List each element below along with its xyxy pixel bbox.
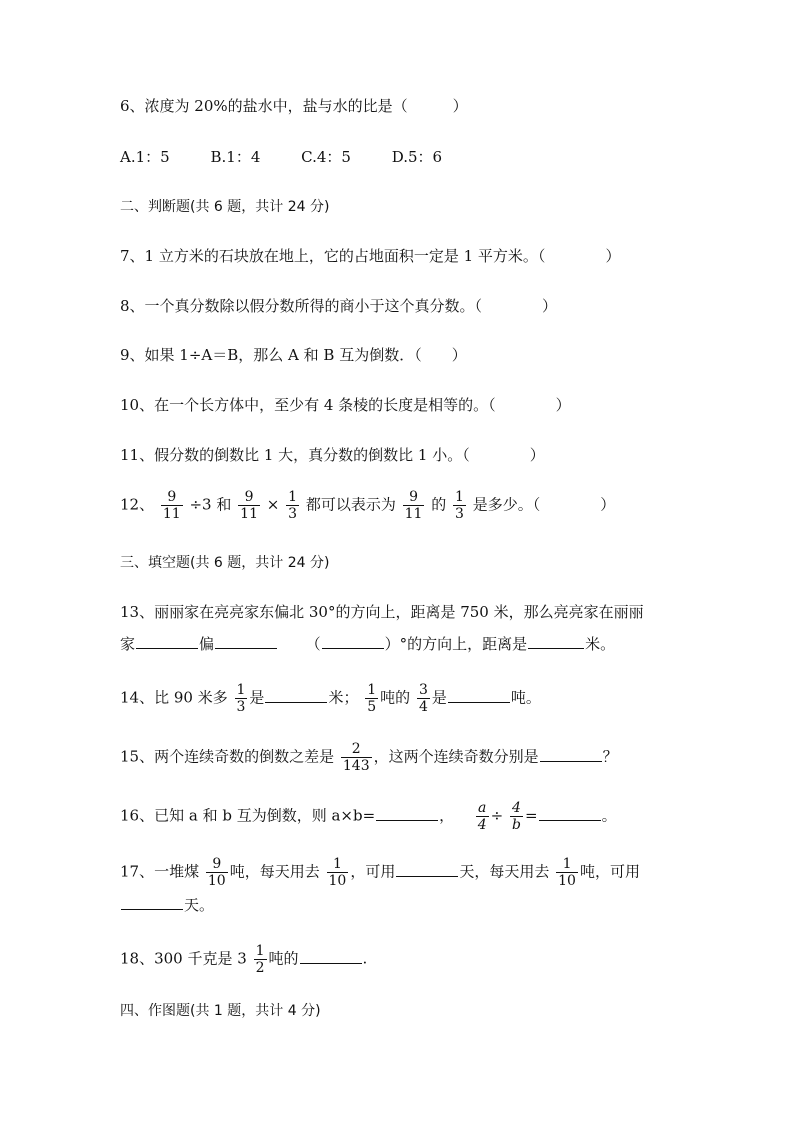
section-heading-judgment: 二、判断题(共 6 题，共计 24 分) — [120, 199, 330, 215]
choice-a: A.1：5 — [120, 148, 170, 166]
text: ÷ — [490, 806, 504, 825]
text: 是 — [249, 688, 265, 707]
text: ÷3 和 — [189, 495, 232, 514]
text: 都可以表示为 — [305, 495, 396, 514]
section-heading-fill-in: 三、填空题(共 6 题，共计 24 分) — [120, 555, 330, 571]
fraction: $\frac{1}{3}$ — [236, 682, 246, 715]
answer-blank[interactable] — [396, 862, 458, 877]
answer-blank[interactable] — [540, 747, 602, 762]
fraction: $\frac{9}{11}$ — [162, 489, 181, 522]
question-18 — [120, 944, 367, 975]
text: ，这两个连续奇数分别是 — [373, 747, 539, 766]
text: 是多少。（ ） — [472, 495, 616, 514]
text: ，可用 — [350, 862, 396, 881]
question-6-choices — [120, 147, 478, 167]
choice-b: B.1：4 — [210, 148, 261, 166]
question-15 — [120, 742, 618, 773]
question-17-line-2 — [120, 895, 214, 915]
answer-blank[interactable] — [300, 949, 362, 964]
answer-blank[interactable] — [322, 634, 384, 649]
text: ）°的方向上，距离是 — [384, 635, 528, 653]
fraction: $\frac{3}{4}$ — [418, 682, 428, 715]
text: 15、两个连续奇数的倒数之差是 — [120, 747, 335, 766]
question-7: 7、1 立方米的石块放在地上，它的占地面积一定是 1 平方米。（ ） — [120, 247, 621, 265]
text: = — [524, 806, 538, 825]
text: 天，每天用去 — [459, 862, 550, 881]
question-13-line-1: 13、丽丽家在亮亮家东偏北 30°的方向上，距离是 750 米，那么亮亮家在丽丽 — [120, 603, 644, 621]
fraction: $\frac{1}{5}$ — [367, 682, 377, 715]
text: 14、比 90 米多 — [120, 688, 228, 707]
fraction: $\frac{a}{4}$ — [477, 800, 487, 833]
fraction: $\frac{1}{2}$ — [255, 943, 265, 976]
answer-blank[interactable] — [528, 634, 584, 649]
text: 天。 — [184, 896, 215, 914]
text: （ — [305, 635, 321, 653]
text: ？ — [602, 747, 618, 766]
fraction: $\frac{1}{3}$ — [288, 489, 298, 522]
text: 吨，每天用去 — [229, 862, 320, 881]
section-heading-drawing: 四、作图题(共 1 题，共计 4 分) — [120, 1003, 321, 1019]
choice-c: C.4：5 — [301, 148, 351, 166]
text: 家 — [120, 635, 136, 653]
text: 18、300 千克是 3 — [120, 949, 247, 968]
answer-blank[interactable] — [376, 806, 438, 821]
fraction: $\frac{1}{3}$ — [455, 489, 464, 522]
question-6: 6、浓度为 20%的盐水中，盐与水的比是（ ） — [120, 97, 468, 115]
text: 是 — [431, 688, 447, 707]
fraction: $\frac{4}{b}$ — [512, 800, 521, 833]
answer-blank[interactable] — [215, 634, 277, 649]
text: 偏 — [199, 635, 215, 653]
fraction: $\frac{1}{10}$ — [328, 856, 347, 889]
question-number: 12、 — [120, 495, 155, 514]
question-11: 11、假分数的倒数比 1 大，真分数的倒数比 1 小。（ ） — [120, 446, 545, 464]
text: 17、一堆煤 — [120, 862, 200, 881]
fraction: $\frac{9}{10}$ — [207, 856, 226, 889]
fraction: $\frac{9}{11}$ — [404, 489, 423, 522]
answer-blank[interactable] — [136, 634, 198, 649]
question-10: 10、在一个长方体中，至少有 4 条棱的长度是相等的。（ ） — [120, 396, 571, 414]
text: 米。 — [585, 635, 616, 653]
question-12 — [120, 490, 615, 521]
answer-blank[interactable] — [265, 688, 327, 703]
text: 吨的 — [380, 688, 411, 707]
answer-blank[interactable] — [121, 895, 183, 910]
text: × — [266, 495, 280, 514]
text: 。 — [601, 806, 617, 825]
fraction: $\frac{9}{11}$ — [240, 489, 258, 522]
text: 16、已知 a 和 b 互为倒数，则 a×b= — [120, 806, 376, 825]
text: . — [362, 949, 368, 968]
fraction: $\frac{2}{143}$ — [342, 741, 370, 774]
question-9: 9、如果 1÷A＝B，那么 A 和 B 互为倒数．（ ） — [120, 346, 467, 364]
fraction: $\frac{1}{10}$ — [558, 856, 576, 889]
question-14 — [120, 683, 541, 714]
text: 吨。 — [510, 688, 541, 707]
text: ， — [439, 806, 455, 825]
text: 米； — [328, 688, 359, 707]
question-13-line-2 — [120, 634, 615, 654]
answer-blank[interactable] — [448, 688, 510, 703]
question-16 — [120, 801, 617, 832]
question-8: 8、一个真分数除以假分数所得的商小于这个真分数。（ ） — [120, 297, 558, 315]
choice-d: D.5：6 — [391, 148, 443, 166]
question-17-line-1 — [120, 857, 640, 888]
text: 的 — [431, 495, 447, 514]
answer-blank[interactable] — [539, 806, 601, 821]
text: 吨，可用 — [579, 862, 640, 881]
text: 吨的 — [268, 949, 299, 968]
